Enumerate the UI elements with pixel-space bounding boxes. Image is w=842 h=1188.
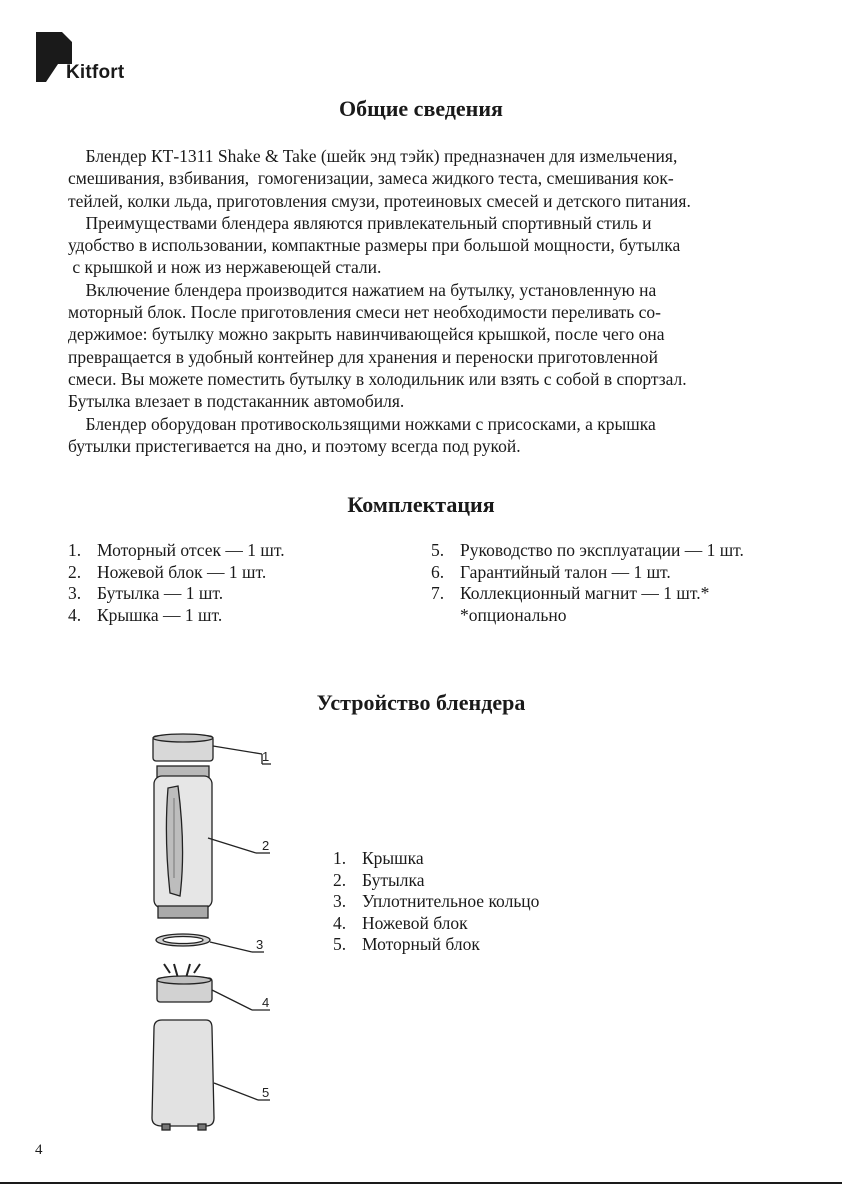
item-text: Моторный блок: [362, 934, 480, 955]
text-line: смеси. Вы можете поместить бутылку в холодильник или взять с собой в спортзал.: [68, 368, 687, 389]
lid-illustration: [153, 734, 213, 761]
callout-line: [208, 838, 256, 853]
bottom-rule: [0, 1182, 842, 1184]
item-number: 5.: [431, 540, 445, 560]
device-parts-list: [333, 848, 539, 956]
text-line: смешивания, взбивания, гомогенизации, замеса жидкого теста, смешивания кок-: [68, 168, 674, 189]
blade-block-illustration: [157, 964, 212, 1002]
callout-label: 2: [262, 838, 270, 853]
item-text: Ножевой блок — 1 шт.: [97, 561, 267, 582]
list-item: [333, 848, 539, 870]
motor-block-illustration: [152, 1020, 214, 1130]
item-text: Крышка — 1 шт.: [97, 604, 223, 625]
list-item: [431, 540, 744, 562]
callout-line: [213, 746, 262, 754]
item-number: 3.: [333, 891, 347, 912]
list-item: [68, 562, 285, 584]
list-item: [68, 583, 285, 605]
item-number: 4.: [68, 604, 82, 625]
section-title-package: Комплектация: [347, 492, 495, 517]
list-item: [333, 934, 539, 956]
item-number: 5.: [333, 934, 347, 955]
item-text: Руководство по эксплуатации — 1 шт.: [460, 540, 744, 560]
item-text: Уплотнительное кольцо: [362, 891, 540, 912]
package-note: *опционально: [460, 604, 567, 625]
item-number: 6.: [431, 561, 445, 582]
list-item: [68, 605, 285, 627]
seal-ring-illustration: [156, 934, 210, 946]
item-number: 3.: [68, 583, 82, 604]
callout-line: [210, 942, 252, 952]
item-text: Ножевой блок: [362, 912, 468, 933]
list-item: [431, 583, 744, 605]
list-item: [68, 540, 285, 562]
item-number: 7.: [431, 583, 445, 604]
list-item: [333, 913, 539, 935]
item-text: Гарантийный талон — 1 шт.: [460, 561, 671, 582]
item-text: Бутылка — 1 шт.: [97, 583, 224, 604]
callout-label: 3: [256, 937, 264, 952]
text-line: Преимуществами блендера являются привлекательный спортивный стиль и: [68, 212, 652, 233]
bottle-illustration: [154, 766, 212, 918]
text-line: Включение блендера производится нажатием на бутылку, установленную на: [68, 279, 657, 300]
brand-logo: [34, 32, 154, 92]
item-number: 2.: [68, 561, 82, 582]
callout-label: 4: [262, 995, 270, 1010]
callout-label: 5: [262, 1085, 270, 1100]
item-number: 4.: [333, 912, 347, 933]
callout-line: [212, 990, 252, 1010]
list-item: [431, 562, 744, 584]
text-line: тейлей, колки льда, приготовления смузи, протеиновых смесей и детского питания.: [68, 190, 691, 211]
list-item: [333, 891, 539, 913]
text-line: бутылки пристегивается на дно, и поэтому всегда под рукой.: [68, 435, 521, 456]
item-text: Коллекционный магнит — 1 шт.*: [460, 583, 710, 604]
item-text: Моторный отсек — 1 шт.: [97, 540, 285, 560]
section-title-device: Устройство блендера: [316, 690, 526, 715]
text-line: с крышкой и нож из нержавеющей стали.: [68, 257, 382, 278]
item-text: Бутылка: [362, 869, 425, 890]
text-line: моторный блок. После приготовления смеси нет необходимости переливать со-: [68, 302, 661, 323]
text-line: Бутылка влезает в подстаканник автомобиля.: [68, 391, 405, 412]
item-number: 1.: [333, 848, 347, 868]
text-line: Блендер оборудован противоскользящими ножками с присосками, а крышка: [68, 413, 656, 434]
list-item: [333, 870, 539, 892]
section-title-general: Общие сведения: [339, 96, 503, 121]
item-number: 2.: [333, 869, 347, 890]
brand-name: Kitfort: [66, 62, 125, 83]
text-line: превращается в удобный контейнер для хранения и переноски приготовленной: [68, 346, 659, 367]
text-line: держимое: бутылку можно закрыть навинчивающейся крышкой, после чего она: [68, 324, 665, 345]
callout-label: 1: [262, 749, 270, 764]
text-line: удобство в использовании, компактные размеры при большой мощности, бутылка: [68, 235, 681, 256]
callout-line: [214, 1083, 258, 1100]
page-number: 4: [35, 1142, 43, 1158]
package-list-right: [431, 540, 744, 626]
general-text: [68, 145, 788, 457]
blender-diagram: [140, 728, 290, 1138]
package-list-left: [68, 540, 285, 626]
item-number: 1.: [68, 540, 82, 560]
item-text: Крышка: [362, 848, 424, 868]
text-line: Блендер КТ-1311 Shake & Take (шейк энд тэйк) предназначен для измельчения,: [68, 146, 678, 166]
